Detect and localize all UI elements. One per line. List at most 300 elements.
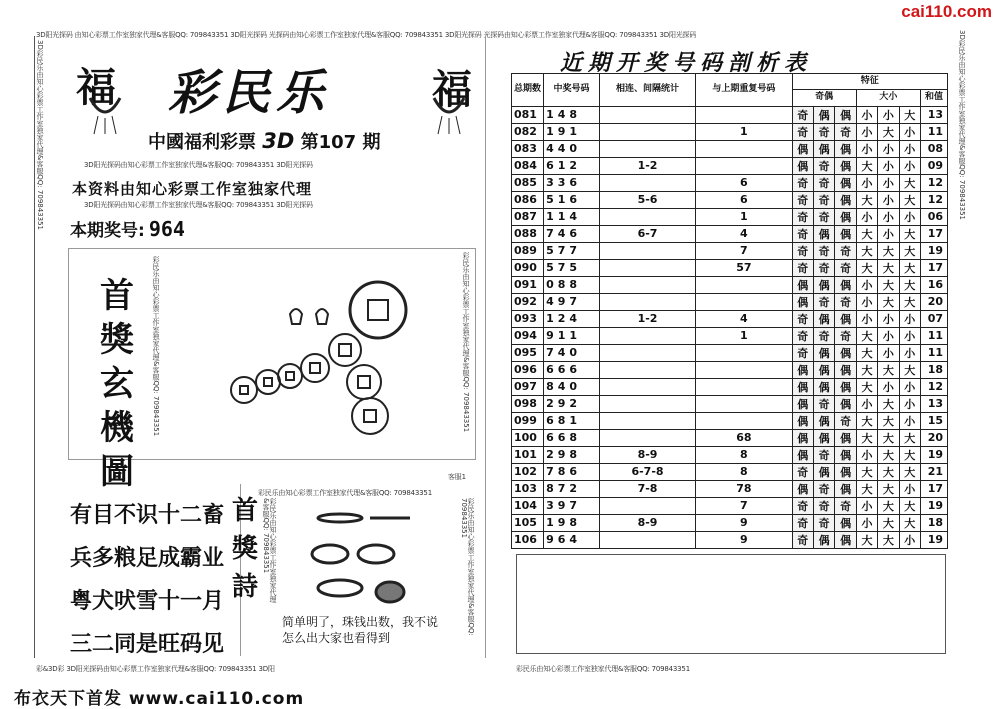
cell-repeat: 7 [696,497,792,514]
cell-number: 964 [544,531,600,548]
cell-odd-even: 偶 [835,395,856,412]
cell-consecutive [599,208,695,225]
cell-sum: 15 [921,412,948,429]
cell-big-small: 小 [878,344,899,361]
cell-sum: 16 [921,276,948,293]
cell-number: 786 [544,463,600,480]
table-row [512,140,948,157]
cell-odd-even: 偶 [835,463,856,480]
poem-line-4: 三二同是旺码见 [70,632,225,657]
cell-issue: 082 [512,123,544,140]
cell-big-small: 小 [856,395,877,412]
cell-odd-even: 奇 [792,344,813,361]
right-side-credit: 3D彩民乐由知心彩票工作室独家代理&客服QQ: 709843351 [958,30,966,220]
cell-sum: 11 [921,327,948,344]
cell-odd-even: 奇 [792,497,813,514]
cell-big-small: 小 [899,395,920,412]
cell-big-small: 大 [878,276,899,293]
cell-odd-even: 偶 [792,429,813,446]
cell-repeat: 9 [696,531,792,548]
cell-sum: 21 [921,463,948,480]
cell-odd-even: 奇 [792,123,813,140]
cell-sum: 08 [921,140,948,157]
cell-repeat [696,276,792,293]
cell-repeat [696,344,792,361]
cell-repeat [696,395,792,412]
cell-odd-even: 奇 [813,514,834,531]
table-row [512,310,948,327]
cell-repeat: 1 [696,123,792,140]
credit-line-1: 3D阳光探码由知心彩票工作室独家代理&客服QQ: 709843351 3D阳光探码 [84,161,313,169]
cell-odd-even: 偶 [792,395,813,412]
cell-number: 516 [544,191,600,208]
blank-notes-box [516,554,946,654]
cell-issue: 081 [512,106,544,123]
cell-issue: 093 [512,310,544,327]
cell-big-small: 小 [899,531,920,548]
cell-sum: 11 [921,123,948,140]
cell-issue: 097 [512,378,544,395]
prize-label: 本期奖号: [70,221,145,241]
cell-sum: 06 [921,208,948,225]
cell-odd-even: 偶 [835,106,856,123]
cell-odd-even: 偶 [813,140,834,157]
cell-big-small: 小 [856,310,877,327]
cell-number: 088 [544,276,600,293]
cell-issue: 088 [512,225,544,242]
cell-odd-even: 奇 [792,259,813,276]
cell-big-small: 小 [899,310,920,327]
cell-big-small: 大 [899,463,920,480]
cell-big-small: 大 [878,531,899,548]
cell-sum: 19 [921,242,948,259]
table-row [512,242,948,259]
cell-odd-even: 奇 [835,293,856,310]
cell-repeat: 8 [696,463,792,480]
cell-consecutive: 6-7 [599,225,695,242]
bottom-credit-line: 彩&3D彩 3D阳光探码由知心彩票工作室独家代理&客服QQ: 709843351 3D阳 [36,665,275,673]
table-row [512,276,948,293]
cell-consecutive [599,276,695,293]
cell-big-small: 大 [878,259,899,276]
cell-sum: 12 [921,174,948,191]
poem-block [70,494,224,666]
cell-number: 124 [544,310,600,327]
cell-number: 440 [544,140,600,157]
cell-odd-even: 偶 [813,531,834,548]
cell-big-small: 大 [878,293,899,310]
cell-issue: 086 [512,191,544,208]
cell-sum: 11 [921,344,948,361]
table-row [512,395,948,412]
table-row [512,378,948,395]
cell-big-small: 小 [878,106,899,123]
cell-big-small: 大 [856,480,877,497]
cell-repeat: 6 [696,191,792,208]
cell-odd-even: 偶 [813,276,834,293]
cell-repeat: 78 [696,480,792,497]
cell-issue: 090 [512,259,544,276]
cell-repeat: 8 [696,446,792,463]
cell-repeat [696,378,792,395]
header-repeat: 与上期重复号码 [696,74,792,107]
cai-min-le-logo: 彩民乐 [168,65,331,121]
cell-number: 497 [544,293,600,310]
cell-big-small: 小 [878,310,899,327]
cell-sum: 12 [921,191,948,208]
footer-caption: 布衣天下首发 www.cai110.com [14,689,305,709]
table-row [512,208,948,225]
cell-sum: 12 [921,378,948,395]
cell-odd-even: 奇 [813,259,834,276]
cell-sum: 19 [921,531,948,548]
cell-repeat [696,361,792,378]
agent-line: 本资料由知心彩票工作室独家代理 [72,180,313,198]
table-row [512,225,948,242]
cell-odd-even: 奇 [813,497,834,514]
cell-sum: 17 [921,480,948,497]
cell-consecutive: 1-2 [599,157,695,174]
cell-big-small: 小 [899,344,920,361]
right-bottom-credit: 彩民乐由知心彩票工作室独家代理&客服QQ: 709843351 [516,665,690,673]
cell-big-small: 大 [899,293,920,310]
table-row [512,497,948,514]
note-line-2: 怎么出大家也看得到 [282,631,391,645]
cell-big-small: 大 [899,259,920,276]
issue-3d: 3D [262,129,295,153]
cell-number: 298 [544,446,600,463]
cell-issue: 089 [512,242,544,259]
table-row [512,531,948,548]
cell-consecutive [599,327,695,344]
cell-consecutive [599,293,695,310]
cell-issue: 085 [512,174,544,191]
cell-big-small: 大 [856,191,877,208]
table-row [512,480,948,497]
cell-odd-even: 奇 [813,123,834,140]
cell-issue: 091 [512,276,544,293]
cell-number: 872 [544,480,600,497]
cell-big-small: 大 [899,361,920,378]
cell-odd-even: 奇 [792,191,813,208]
cell-odd-even: 奇 [792,208,813,225]
cell-number: 397 [544,497,600,514]
cell-number: 612 [544,157,600,174]
cell-odd-even: 奇 [813,242,834,259]
cell-odd-even: 偶 [835,446,856,463]
header-odd-even: 奇偶 [792,90,856,106]
cell-consecutive [599,259,695,276]
cell-odd-even: 偶 [813,106,834,123]
cell-big-small: 大 [856,412,877,429]
cell-sum: 19 [921,446,948,463]
cell-big-small: 大 [878,242,899,259]
cell-big-small: 小 [856,446,877,463]
beads-illustration [300,508,430,608]
cell-odd-even: 偶 [835,157,856,174]
cell-sum: 20 [921,293,948,310]
cell-big-small: 小 [899,480,920,497]
cell-odd-even: 奇 [813,208,834,225]
cell-odd-even: 偶 [813,429,834,446]
cell-consecutive [599,497,695,514]
cell-big-small: 大 [856,344,877,361]
issue-number: 第107 期 [300,132,381,153]
cell-odd-even: 偶 [835,310,856,327]
cell-big-small: 小 [899,378,920,395]
cell-issue: 101 [512,446,544,463]
cell-consecutive [599,123,695,140]
table-row [512,293,948,310]
cell-big-small: 大 [899,497,920,514]
cell-odd-even: 偶 [835,480,856,497]
cell-number: 666 [544,361,600,378]
cell-odd-even: 奇 [835,123,856,140]
cell-big-small: 大 [899,225,920,242]
header-feature: 特征 [792,74,947,90]
poem-side-credit-left: 彩民乐由知心彩票工作室独家代理&客服QQ: 709843351 [262,498,277,603]
cell-issue: 103 [512,480,544,497]
header-big-small: 大小 [856,90,920,106]
cell-big-small: 小 [856,140,877,157]
cell-big-small: 小 [856,514,877,531]
table-row [512,123,948,140]
cell-big-small: 大 [878,480,899,497]
cell-consecutive [599,429,695,446]
cell-sum: 20 [921,429,948,446]
cell-consecutive [599,378,695,395]
cell-big-small: 小 [899,208,920,225]
cell-big-small: 大 [856,361,877,378]
cell-issue: 106 [512,531,544,548]
cell-big-small: 大 [899,174,920,191]
cell-consecutive: 5-6 [599,191,695,208]
table-row [512,157,948,174]
cell-big-small: 小 [856,208,877,225]
cell-odd-even: 偶 [835,514,856,531]
coins-illustration [220,270,420,440]
table-row [512,259,948,276]
cell-sum: 09 [921,157,948,174]
cell-big-small: 小 [878,327,899,344]
cell-number: 198 [544,514,600,531]
cell-consecutive: 6-7-8 [599,463,695,480]
cell-odd-even: 偶 [835,344,856,361]
cell-odd-even: 偶 [792,276,813,293]
site-watermark: cai110.com [901,2,992,21]
cell-issue: 100 [512,429,544,446]
cell-odd-even: 偶 [835,378,856,395]
cell-issue: 092 [512,293,544,310]
cell-big-small: 大 [856,463,877,480]
cell-big-small: 大 [899,429,920,446]
cell-big-small: 大 [878,514,899,531]
cell-odd-even: 偶 [792,361,813,378]
cell-issue: 098 [512,395,544,412]
cell-odd-even: 偶 [792,293,813,310]
cell-big-small: 大 [856,531,877,548]
puzzle-title: 首獎玄機圖 [100,276,134,492]
header-issue: 总期数 [512,74,544,107]
cell-odd-even: 偶 [813,463,834,480]
cell-odd-even: 偶 [792,140,813,157]
left-side-credit: 3D彩民乐由知心彩票工作室独家代理&客服QQ: 709843351 [36,40,44,230]
cell-big-small: 大 [899,514,920,531]
cell-repeat [696,293,792,310]
cell-issue: 083 [512,140,544,157]
poem-side-credit-right: 彩民乐由知心彩票工作室独家代理&客服QQ: 709843351 [460,498,475,636]
cell-repeat: 57 [696,259,792,276]
cell-big-small: 大 [878,361,899,378]
cell-number: 336 [544,174,600,191]
cell-odd-even: 奇 [835,327,856,344]
cell-big-small: 小 [878,140,899,157]
cell-big-small: 小 [899,123,920,140]
cell-repeat: 1 [696,327,792,344]
poem-credit: 彩民乐由知心彩票工作室独家代理&客服QQ: 709843351 [258,489,432,497]
cell-consecutive [599,106,695,123]
cell-odd-even: 奇 [813,174,834,191]
cell-odd-even: 奇 [792,463,813,480]
cell-number: 577 [544,242,600,259]
cell-consecutive [599,361,695,378]
cell-big-small: 小 [899,327,920,344]
cell-big-small: 小 [878,378,899,395]
puzzle-card-side-credit-right: 彩民乐由知心彩票工作室独家代理&客服QQ: 709843351 [462,252,470,433]
cell-issue: 094 [512,327,544,344]
poem-line-1: 有目不识十二畜 [70,503,225,528]
cell-big-small: 大 [856,327,877,344]
cell-odd-even: 偶 [835,361,856,378]
cell-odd-even: 奇 [813,293,834,310]
cell-odd-even: 奇 [813,395,834,412]
table-row [512,344,948,361]
table-row [512,174,948,191]
note-line-1: 简单明了，珠钱出数，我不说 [282,615,439,629]
cell-number: 114 [544,208,600,225]
cell-big-small: 大 [899,106,920,123]
cell-odd-even: 奇 [792,327,813,344]
cell-repeat [696,106,792,123]
cell-odd-even: 偶 [835,531,856,548]
table-row [512,191,948,208]
cell-repeat: 1 [696,208,792,225]
cell-consecutive [599,531,695,548]
cell-odd-even: 偶 [835,174,856,191]
cell-odd-even: 奇 [792,106,813,123]
cell-odd-even: 偶 [813,344,834,361]
cell-big-small: 大 [899,276,920,293]
cell-number: 746 [544,225,600,242]
cell-big-small: 大 [878,429,899,446]
cell-issue: 102 [512,463,544,480]
cell-repeat: 4 [696,310,792,327]
cell-big-small: 小 [899,157,920,174]
cell-odd-even: 偶 [835,225,856,242]
cell-sum: 07 [921,310,948,327]
cell-number: 668 [544,429,600,446]
cell-issue: 099 [512,412,544,429]
cell-sum: 18 [921,361,948,378]
cell-issue: 096 [512,361,544,378]
cell-odd-even: 奇 [813,191,834,208]
table-row [512,514,948,531]
lantern-right-icon [424,96,474,136]
cell-odd-even: 偶 [792,157,813,174]
cell-issue: 095 [512,344,544,361]
cell-odd-even: 偶 [835,429,856,446]
cell-big-small: 小 [856,497,877,514]
cell-odd-even: 奇 [792,242,813,259]
cell-sum: 13 [921,395,948,412]
cell-odd-even: 偶 [835,276,856,293]
cell-big-small: 小 [878,208,899,225]
cell-big-small: 小 [856,123,877,140]
cell-sum: 17 [921,259,948,276]
cell-odd-even: 奇 [813,480,834,497]
cell-issue: 104 [512,497,544,514]
table-row [512,446,948,463]
cell-odd-even: 偶 [813,310,834,327]
cell-consecutive [599,344,695,361]
cell-repeat: 6 [696,174,792,191]
cell-repeat: 4 [696,225,792,242]
cell-big-small: 小 [856,174,877,191]
cell-odd-even: 偶 [792,378,813,395]
cell-big-small: 大 [899,191,920,208]
cell-odd-even: 偶 [813,361,834,378]
cell-big-small: 大 [856,157,877,174]
cell-big-small: 小 [878,174,899,191]
cell-odd-even: 奇 [792,310,813,327]
cell-issue: 105 [512,514,544,531]
cell-sum: 18 [921,514,948,531]
cell-odd-even: 奇 [813,446,834,463]
top-credit-line: 3D阳光探码 由知心彩票工作室独家代理&客服QQ: 709843351 3D阳光探码 光探码由知心彩票工作室独家代理&客服QQ: 709843351 3D阳光探码 光探码由知心彩票工作室独家代理&客服QQ: 709843351 3D阳光探码 [36,31,697,39]
header-number: 中奖号码 [544,74,600,107]
puzzle-card-note: 客服1 [448,473,466,481]
cell-big-small: 小 [856,106,877,123]
cell-number: 191 [544,123,600,140]
cell-odd-even: 偶 [792,480,813,497]
cell-consecutive: 7-8 [599,480,695,497]
cell-big-small: 小 [878,225,899,242]
cell-number: 148 [544,106,600,123]
cell-odd-even: 奇 [792,531,813,548]
cell-number: 740 [544,344,600,361]
cell-odd-even: 奇 [835,259,856,276]
cell-issue: 087 [512,208,544,225]
cell-big-small: 大 [878,446,899,463]
cell-big-small: 小 [899,140,920,157]
cell-consecutive: 8-9 [599,446,695,463]
cell-consecutive [599,242,695,259]
cell-odd-even: 偶 [813,378,834,395]
cell-number: 911 [544,327,600,344]
cell-big-small: 大 [856,259,877,276]
cell-big-small: 小 [878,157,899,174]
cell-big-small: 大 [856,429,877,446]
cell-big-small: 小 [878,191,899,208]
cell-big-small: 大 [856,242,877,259]
cell-big-small: 大 [856,378,877,395]
cell-odd-even: 奇 [813,157,834,174]
puzzle-card-side-credit: 彩民乐由知心彩票工作室独家代理&客服QQ: 709843351 [152,256,160,437]
table-row [512,463,948,480]
draw-analysis-table [511,73,948,549]
cell-odd-even: 奇 [792,225,813,242]
cell-odd-even: 偶 [813,412,834,429]
